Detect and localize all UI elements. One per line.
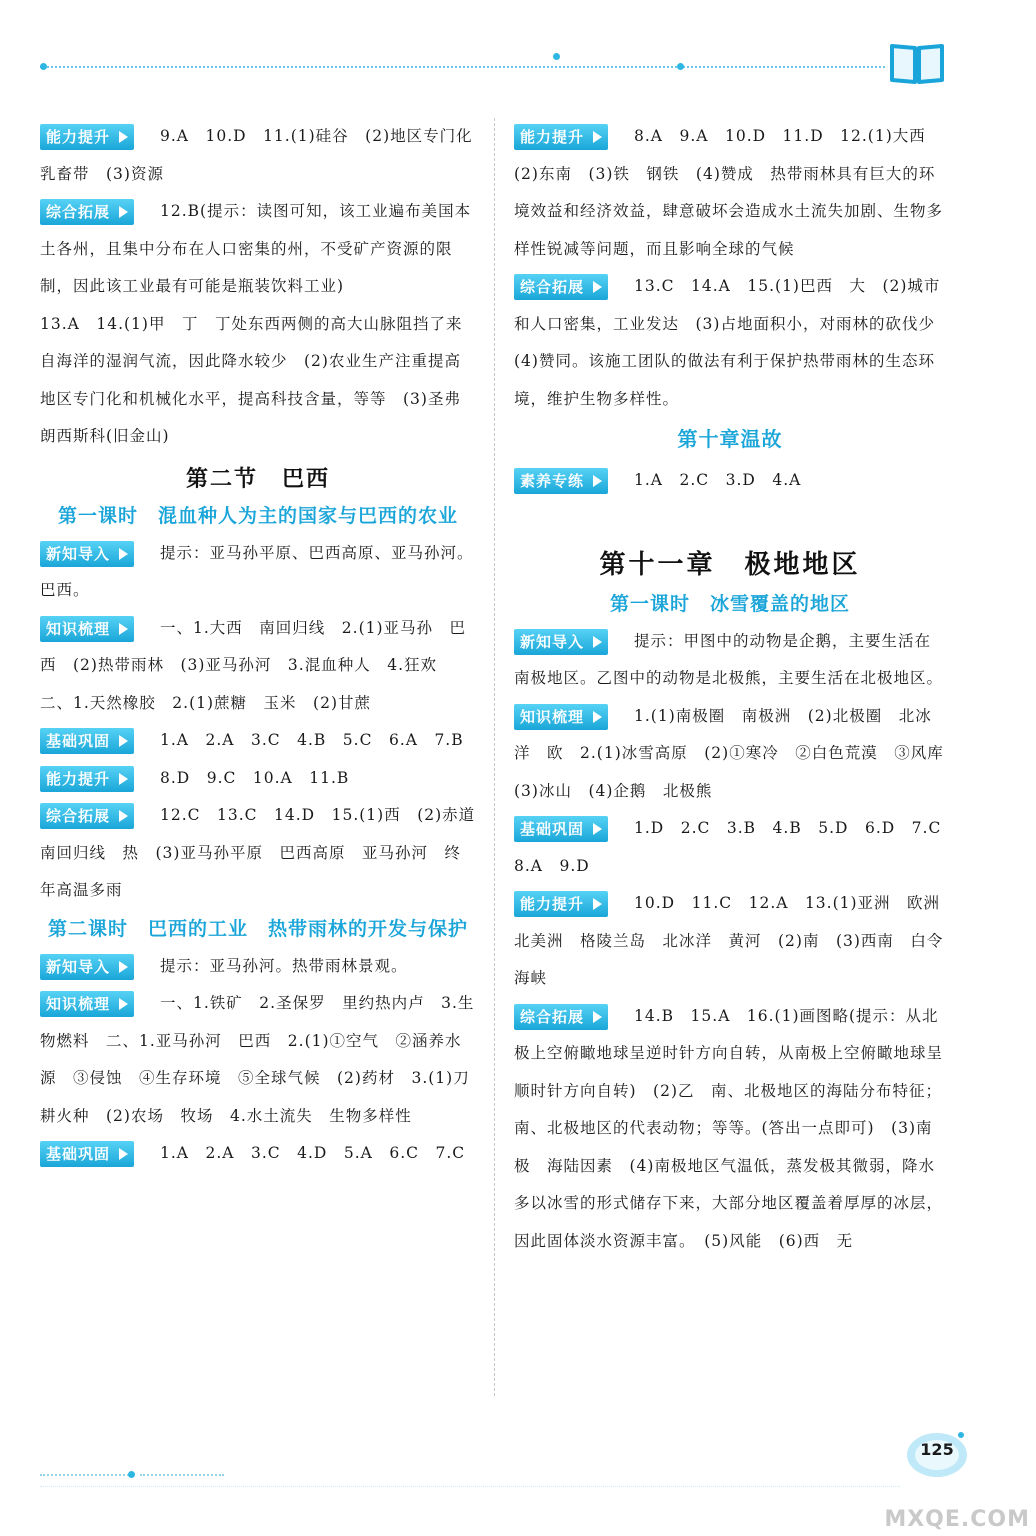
extend-tag: 综合拓展 xyxy=(514,1004,608,1030)
ability-tag: 能力提升 xyxy=(40,124,134,150)
chapter-title: 第十一章 极地地区 xyxy=(599,549,861,580)
header-dotted-rule xyxy=(40,66,885,68)
answer-text: 1.(1)南极圈 南极洲 (2)北极圈 北冰洋 欧 2.(1)冰雪高原 (2)①寒冷 ②白色荒漠 ③风库 (3)冰山 (4)企鹅 北极熊 xyxy=(514,706,961,800)
answer-text: 12.B(提示：读图可知，该工业遍布美国本土各州，且集中分布在人口密集的州，不受矿产资源的限制，因此该工业最有可能是瓶装饮料工业) xyxy=(40,202,472,295)
basic-tag: 基础巩固 xyxy=(40,728,134,754)
ability-tag: 能力提升 xyxy=(514,891,608,917)
answer-text: 8.D 9.C 10.A 11.B xyxy=(160,768,350,787)
review-tag: 知识梳理 xyxy=(514,704,608,730)
answer-block xyxy=(40,118,490,193)
answer-text: 一、1.铁矿 2.圣保罗 里约热内卢 3.生物燃料 二、1.亚马孙河 巴西 2.(1)①空气 ②涵养水源 ③侵蚀 ④生存环境 ⑤全球气候 (2)药材 3.(1)刀耕火种 (2)农场 牧场 4.水土流失 生物多样性 xyxy=(40,994,475,1125)
answer-block xyxy=(514,998,946,1261)
ability-tag: 能力提升 xyxy=(514,124,608,150)
answer-text: 14.B 15.A 16.(1)画图略(提示：从北极上空俯瞰地球呈逆时针方向自转，从南极上空俯瞰地球呈顺时针方向自转) (2)乙 南、北极地区的海陆分布特征；南、北极地区的代表动物；等等。(答出一点即可) (3)南极 海陆因素 (4)南极地区气温低，蒸发极其微弱，降水多以冰雪的形式储存下来，大部分地区覆盖着厚厚的冰层，因此固体淡水资源丰富。 (5)风能 (6)西 无 xyxy=(514,1006,944,1250)
answer-block xyxy=(514,623,946,698)
lesson-title: 第一课时 混血种人为主的国家与巴西的农业 xyxy=(57,504,458,527)
answer-block xyxy=(40,985,476,1135)
page-number: 125 xyxy=(920,1440,954,1459)
intro-tag: 新知导入 xyxy=(514,629,608,655)
header-dot xyxy=(40,63,47,70)
lesson-title: 第二课时 巴西的工业 热带雨林的开发与保护 xyxy=(47,917,468,940)
answer-text: 1.A 2.A 3.C 4.D 5.A 6.C 7.C xyxy=(160,1144,466,1162)
chapter-review-title: 第十章温故 xyxy=(677,427,783,451)
open-book-icon xyxy=(888,38,946,86)
answer-text: 提示：甲图中的动物是企鹅，主要生活在南极地区。乙图中的动物是北极熊，主要生活在北极地区。 xyxy=(514,631,944,687)
footer-dotted-rule xyxy=(40,1474,132,1476)
answer-text: 一、1.大西 南回归线 2.(1)亚马孙 巴西 (2)热带雨林 (3)亚马孙河 3.混血种人 4.狂欢 二、1.天然橡胶 2.(1)蔗糖 玉米 (2)甘蔗 xyxy=(40,618,467,712)
column-divider xyxy=(494,118,495,1396)
answer-text: 1.A 2.C 3.D 4.A xyxy=(634,471,802,489)
answer-block xyxy=(514,885,957,998)
answer-block xyxy=(40,760,476,798)
right-column xyxy=(514,118,961,1260)
header-dot xyxy=(553,53,560,60)
answer-block xyxy=(40,797,492,910)
footer-dotted-rule xyxy=(140,1474,224,1476)
ability-tag: 能力提升 xyxy=(40,766,134,792)
basic-tag: 基础巩固 xyxy=(514,816,608,842)
intro-tag: 新知导入 xyxy=(40,954,134,980)
answer-block xyxy=(40,610,476,723)
answer-block xyxy=(40,948,476,986)
section-title: 第二节 巴西 xyxy=(185,466,330,492)
answer-text: 8.A 9.A 10.D 11.D 12.(1)大西 (2)东南 (3)铁 钢铁 (4)赞成 热带雨林具有巨大的环境效益和经济效益，肆意破坏会造成水土流失加剧、生物多样性锐减等问题，而且影响全球的气候 xyxy=(514,127,944,258)
lesson-title: 第一课时 冰雪覆盖的地区 xyxy=(609,592,850,615)
answer-text: 提示：亚马孙平原、巴西高原、亚马孙河。巴西。 xyxy=(40,543,474,599)
answer-block xyxy=(40,535,476,610)
literacy-tag: 素养专练 xyxy=(514,468,608,494)
watermark: MXQE.COM xyxy=(884,1507,1030,1532)
extend-tag: 综合拓展 xyxy=(40,199,134,225)
answer-block: 13.A 14.(1)甲 丁 丁处东西两侧的高大山脉阻挡了来自海洋的湿润气流，因此降水较少 (2)农业生产注重提高地区专门化和机械化水平，提高科技含量，等等 (3)圣弗朗西斯科(旧金山) xyxy=(40,314,463,445)
answer-text: 1.D 2.C 3.B 4.B 5.D 6.D 7.C 8.A 9.D xyxy=(514,819,958,875)
answer-text: 提示：亚马孙河。热带雨林景观。 xyxy=(160,956,408,975)
review-tag: 知识梳理 xyxy=(40,616,134,642)
header-dot xyxy=(677,63,684,70)
answer-text: 12.C 13.C 14.D 15.(1)西 (2)赤道 南回归线 热 (3)亚马孙平原 巴西高原 亚马孙河 终年高温多雨 xyxy=(40,806,492,899)
answer-block xyxy=(514,462,946,500)
answer-block xyxy=(514,810,958,885)
review-tag: 知识梳理 xyxy=(40,991,134,1017)
answer-text: 13.C 14.A 15.(1)巴西 大 (2)城市和人口密集，工业发达 (3)占地面积小，对雨林的砍伐少 (4)赞同。该施工团队的做法有利于保护热带雨林的生态环境，维护生物多样性。 xyxy=(514,277,952,408)
answer-text: 10.D 11.C 12.A 13.(1)亚洲 欧洲 北美洲 格陵兰岛 北冰洋 黄河 (2)南 (3)西南 白令海峡 xyxy=(514,894,957,987)
answer-block xyxy=(514,268,952,418)
answer-block xyxy=(40,1135,476,1173)
left-column xyxy=(40,118,492,1173)
footer-dotted-rule xyxy=(40,1486,900,1487)
answer-block xyxy=(514,698,961,811)
basic-tag: 基础巩固 xyxy=(40,1141,134,1167)
extend-tag: 综合拓展 xyxy=(514,274,608,300)
answer-text: 9.A 10.D 11.(1)硅谷 (2)地区专门化 乳畜带 (3)资源 xyxy=(40,127,490,183)
answer-block xyxy=(40,722,476,760)
intro-tag: 新知导入 xyxy=(40,541,134,567)
answer-block xyxy=(514,118,946,268)
footer-dot xyxy=(128,1471,135,1478)
extend-tag: 综合拓展 xyxy=(40,803,134,829)
answer-text: 1.A 2.A 3.C 4.B 5.C 6.A 7.B xyxy=(160,731,464,749)
answer-block xyxy=(40,193,476,306)
